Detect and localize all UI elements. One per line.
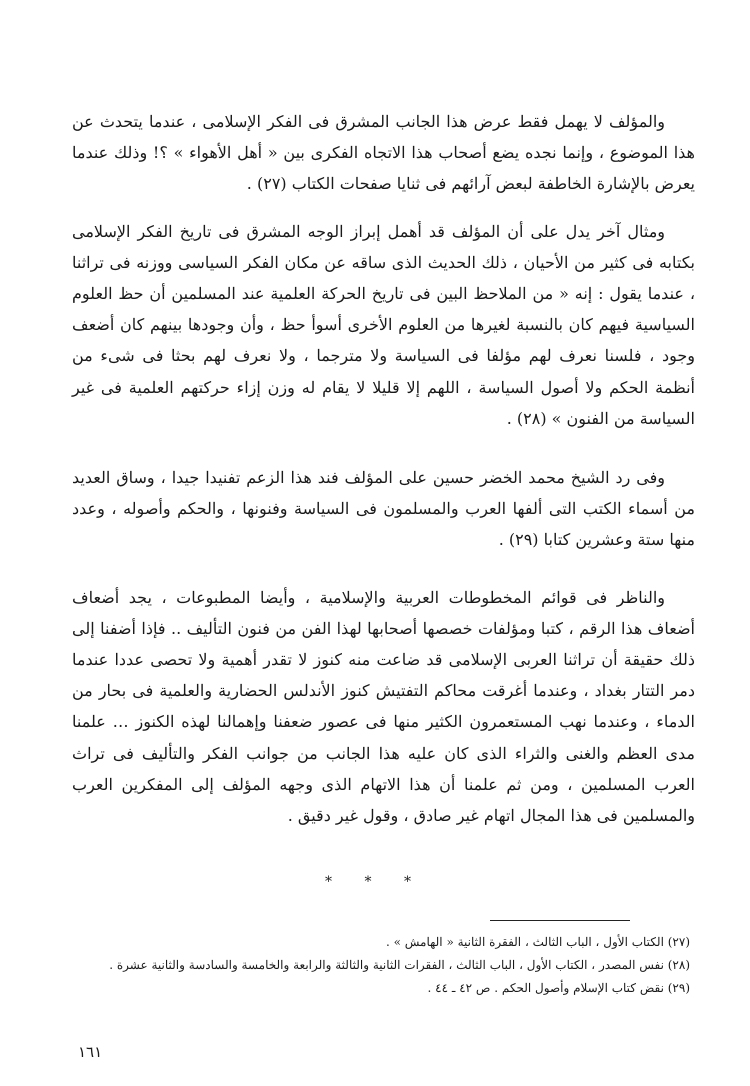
footnote-29: (٢٩) نقض كتاب الإسلام وأصول الحكم . ص ٤٢ ـ ٤٤ . <box>427 981 690 995</box>
page-number: ١٦١ <box>78 1043 103 1061</box>
footnote-divider <box>490 920 630 921</box>
section-separator: * * * <box>325 874 425 890</box>
paragraph-3: وفى رد الشيخ محمد الخضر حسين على المؤلف فند هذا الزعم تفنيدا جيدا ، وساق العديد من أسماء الكتب التى ألفها العرب والمسلمون فى السياسة وفنونها ، والحكم وأصوله ، وعدد منها ستة وعشرين كتابا (٢٩) . <box>72 468 695 550</box>
paragraph-1: والمؤلف لا يهمل فقط عرض هذا الجانب المشرق فى الفكر الإسلامى ، عندما يتحدث عن هذا الموضوع ، وإنما نجده يضع أصحاب هذا الاتجاه الفكرى بين « أهل الأهواء » ؟! وذلك عندما يعرض بالإشارة الخاطفة لبعض آرائهم فى ثنايا صفحات الكتاب (٢٧) . <box>72 112 695 194</box>
footnote-27: (٢٧) الكتاب الأول ، الباب الثالث ، الفقرة الثانية « الهامش » . <box>385 935 690 949</box>
paragraph-4: والناظر فى قوائم المخطوطات العربية والإسلامية ، وأيضا المطبوعات ، يجد أضعاف أضعاف هذا الرقم ، كتبا ومؤلفات خصصها أصحابها لهذا الفن من فنون التأليف .. فإذا أضفنا إلى ذلك حقيقة أن تراثنا العربى الإسلامى قد ضاعت منه كنوز لا تقدر أهمية ولا تحصى عددا عندما دمر التتار بغداد ، وعندما أغرقت محاكم التفتيش كنوز الأندلس الحضارية والعلمية فى بحار من الدماء ، وعندما نهب المستعمرون الكثير منها فى عصور ضعفنا وإهمالنا لهذه الكنوز … علمنا مدى العظم والغنى والثراء الذى كان عليه هذا الجانب من جوانب الفكر والتأليف فى تراث العرب المسلمين ، ومن ثم علمنا أن هذا الاتهام الذى وجهه المؤلف إلى المفكرين العرب والمسلمين فى هذا المجال اتهام غير صادق ، وقول غير دقيق . <box>72 587 695 826</box>
body-text <box>72 106 695 831</box>
footnotes <box>72 931 690 1000</box>
paragraph-2: ومثال آخر يدل على أن المؤلف قد أهمل إبراز الوجه المشرق فى تاريخ الفكر الإسلامى بكتابه فى كثير من الأحيان ، ذلك الحديث الذى ساقه عن مكان الفكر السياسى ووزنه فى تراثنا ، عندما يقول : إنه « من الملاحظ البين فى تاريخ الحركة العلمية عند المسلمين أن حظ العلوم السياسية فيهم كان بالنسبة لغيرها من العلوم الأخرى أسوأ حظ ، وأن وجودها بينهم كان أضعف وجود ، فلسنا نعرف لهم مؤلفا فى السياسة ولا مترجما ، ولا نعرف لهم بحثا فى شىء من أنظمة الحكم ولا أصول السياسة ، اللهم إلا قليلا لا يقام له وزن إزاء حركتهم العلمية فى غير السياسة من الفنون » (٢٨) . <box>72 221 696 428</box>
footnote-28: (٢٨) نفس المصدر ، الكتاب الأول ، الباب الثالث ، الفقرات الثانية والثالثة والرابعة والخامسة والسادسة والثانية عشرة . <box>109 958 690 972</box>
